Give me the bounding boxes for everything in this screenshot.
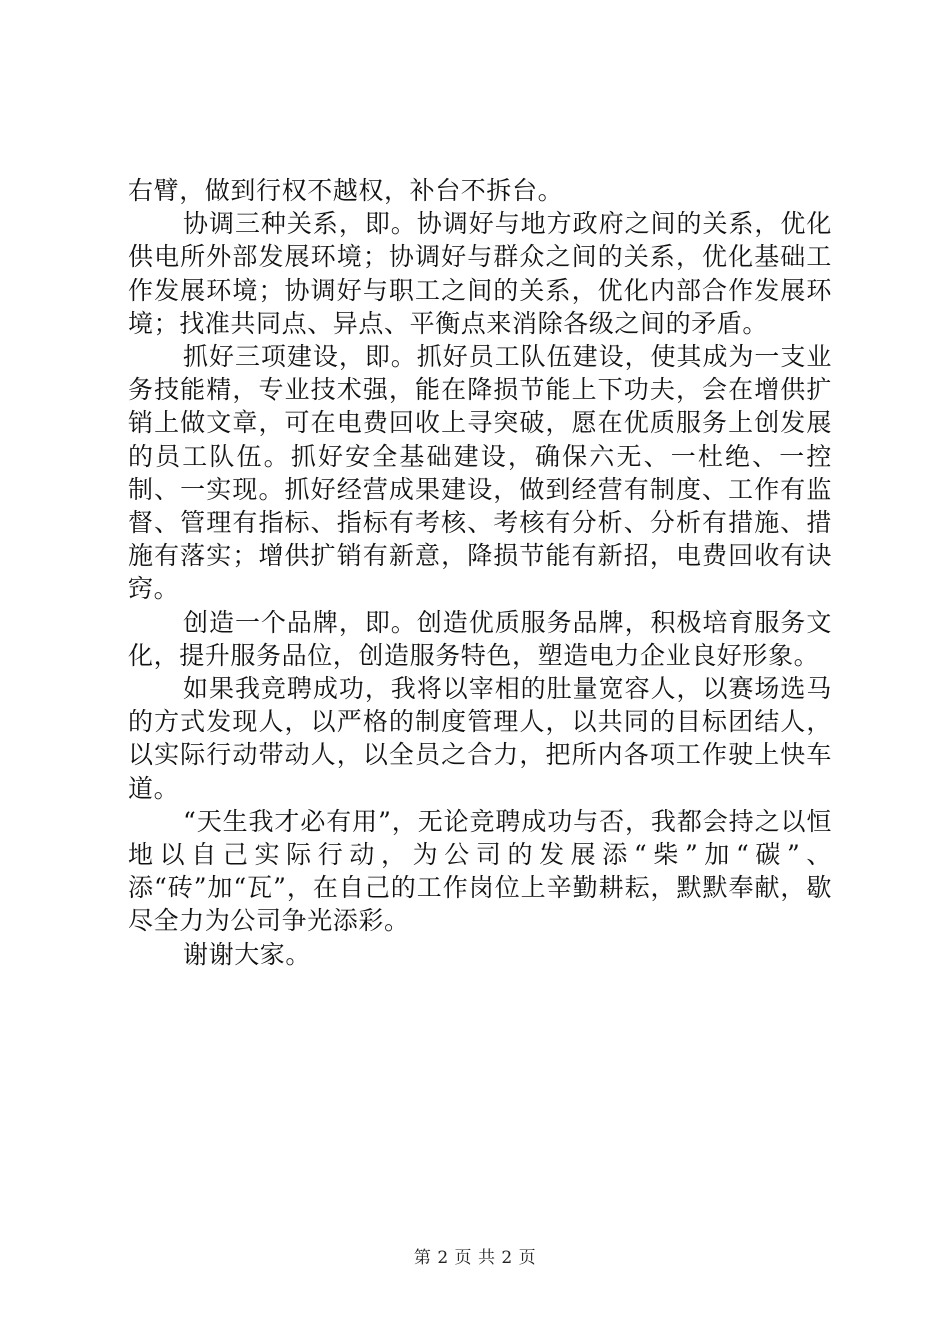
paragraph-7: 谢谢大家。 xyxy=(183,939,312,969)
page-footer: 第 2 页 共 2 页 xyxy=(413,1248,537,1268)
paragraph-1: 右臂，做到行权不越权，补台不拆台。 xyxy=(128,176,564,205)
paragraph-6: “天生我才必有用”，无论竞聘成功与否，我都会持之以恒地以自己实际行动，为公司的发展添“柴”加“碳”、添“砖”加“瓦”，在自己的工作岗位上辛勤耕耘，默默奉献，歇尽全力为公司争光添彩。 xyxy=(128,806,832,936)
paragraph-4: 创造一个品牌，即。创造优质服务品牌，积极培育服务文化，提升服务品位，创造服务特色，塑造电力企业良好形象。 xyxy=(128,607,832,670)
paragraph-5: 如果我竞聘成功，我将以宰相的肚量宽容人，以赛场选马的方式发现人，以严格的制度管理人，以共同的目标团结人，以实际行动带动人，以全员之合力，把所内各项工作驶上快车道。 xyxy=(128,674,832,803)
document-body xyxy=(128,174,832,971)
paragraph-3: 抓好三项建设，即。抓好员工队伍建设，使其成为一支业务技能精，专业技术强，能在降损节能上下功夫，会在增供扩销上做文章，可在电费回收上寻突破，愿在优质服务上创发展的员工队伍。抓好安全基础建设，确保六无、一杜绝、一控制、一实现。抓好经营成果建设，做到经营有制度、工作有监督、管理有指标、指标有考核、考核有分析、分析有措施、措施有落实；增供扩销有新意，降损节能有新招，电费回收有诀窍。 xyxy=(128,342,832,604)
paragraph-2: 协调三种关系，即。协调好与地方政府之间的关系，优化供电所外部发展环境；协调好与群众之间的关系，优化基础工作发展环境；协调好与职工之间的关系，优化内部合作发展环境；找准共同点、异点、平衡点来消除各级之间的矛盾。 xyxy=(128,209,832,338)
